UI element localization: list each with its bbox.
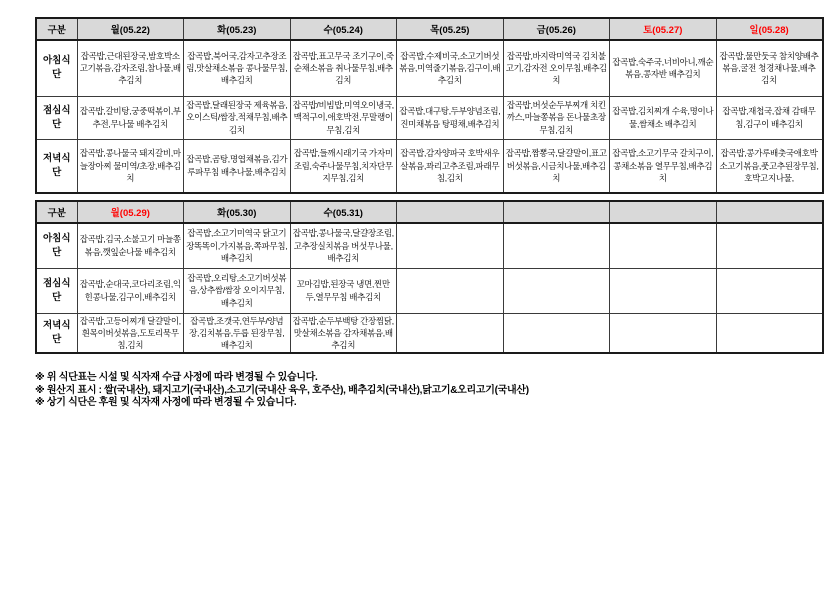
meal-row-label: 아침식단: [36, 223, 77, 268]
header-row: [36, 18, 823, 40]
menu-cell: 잡곡밥,소고기미역국 닭고기장똑똑이,가지볶음,쪽파무침,배추김치: [184, 223, 291, 268]
menu-cell: 잡곡밥,들깨시래기국 가자미조림,숙주나물무침,치자단무지무침,김치: [290, 139, 397, 193]
meal-row: [36, 313, 823, 353]
menu-cell: 잡곡밥,감자양파국 호박새우살볶음,꽈리고추조림,파래무침,김치: [397, 139, 504, 193]
menu-cell: 잡곡밥/비빔밥,미역오이냉국,맥적구이,애호박전,무말랭이무침,김치: [290, 96, 397, 139]
day-header: 월(05.29): [77, 201, 184, 223]
empty-menu-cell: [503, 313, 610, 353]
empty-header: [610, 201, 717, 223]
empty-menu-cell: [610, 313, 717, 353]
menu-cell: 잡곡밥,순두부백탕 간장찜닭,맛살채소볶음 감자채볶음,배추김치: [290, 313, 397, 353]
menu-cell: 잡곡밥,김치찌개 수육,명이나물,쌈채소 배추김치: [610, 96, 717, 139]
day-header: 월(05.22): [77, 18, 184, 40]
menu-cell: 잡곡밥,대구탕,두부양념조림,진미채볶음 탕평채,배추김치: [397, 96, 504, 139]
menu-cell: 잡곡밥,근대된장국,밤호박소고기볶음,감자조림,참나물,배추김치: [77, 40, 184, 96]
meal-row-label: 점심식단: [36, 96, 77, 139]
meal-table-week1: [35, 17, 824, 194]
meal-row-label: 저녁식단: [36, 313, 77, 353]
empty-menu-cell: [503, 268, 610, 313]
menu-cell: 잡곡밥,고등어찌개 달걀말이,흰목이버섯볶음,도토리묵무침,김치: [77, 313, 184, 353]
menu-cell: 잡곡밥,곰탕,명엽채볶음,김가루파무침 배추나물,배추김치: [184, 139, 291, 193]
menu-cell: 잡곡밥,표고무국 조기구이,죽순채소볶음 취나물무침,배추김치: [290, 40, 397, 96]
empty-menu-cell: [716, 223, 823, 268]
day-header: 화(05.30): [184, 201, 291, 223]
menu-cell: 잡곡밥,짬뽕국,달걀말이,표고버섯볶음,시금치나물,배추김치: [503, 139, 610, 193]
empty-header: [397, 201, 504, 223]
day-header: 목(05.25): [397, 18, 504, 40]
meal-row: [36, 139, 823, 193]
empty-header: [716, 201, 823, 223]
meal-row: [36, 96, 823, 139]
footnote-change-notice: ※ 위 식단표는 시설 및 식자재 수급 사정에 따라 변경될 수 있습니다.: [35, 372, 318, 383]
day-header: 화(05.23): [184, 18, 291, 40]
empty-menu-cell: [716, 268, 823, 313]
empty-menu-cell: [610, 268, 717, 313]
empty-menu-cell: [397, 268, 504, 313]
menu-cell: 잡곡밥,순대국,코다리조림,익힌콩나물,김구이,배추김치: [77, 268, 184, 313]
menu-cell: 잡곡밥,소고기무국 갈치구이,콩채소볶음 열무무침,배추김치: [610, 139, 717, 193]
meal-row-label: 점심식단: [36, 268, 77, 313]
menu-cell: 잡곡밥,바지락미역국 김치불고기,감자전 오이무침,배추김치: [503, 40, 610, 96]
header-row: [36, 201, 823, 223]
day-header: 일(05.28): [716, 18, 823, 40]
menu-cell: 잡곡밥,버섯순두부찌개 치킨까스,마늘쫑볶음 돈나물초장무침,김치: [503, 96, 610, 139]
menu-cell: 잡곡밥,물만둣국 참치양배추볶음,굴전 청경채나물,배추김치: [716, 40, 823, 96]
footnote-origin-labeling: ※ 원산지 표시 : 쌀(국내산), 돼지고기(국내산),소고기(국내산 육우, 호주산), 배추김치(국내산),닭고기&오리고기(국내산): [35, 384, 529, 396]
empty-menu-cell: [397, 223, 504, 268]
menu-cell: 잡곡밥,콩나물국 돼지갈비,마늘장아찌 물미역/초장,배추김치: [77, 139, 184, 193]
menu-cell: 잡곡밥,재첩국,잡채 감태무침,김구이 배추김치: [716, 96, 823, 139]
empty-header: [503, 201, 610, 223]
day-header: 금(05.26): [503, 18, 610, 40]
footnote-sponsor-notice: ※ 상기 식단은 후원 및 식자재 사정에 따라 변경될 수 있습니다.: [35, 397, 297, 408]
meal-row: [36, 268, 823, 313]
menu-cell: 잡곡밥,수제비국,소고기버섯볶음,미역줄기볶음,김구이,배추김치: [397, 40, 504, 96]
empty-menu-cell: [503, 223, 610, 268]
meal-row-label: 저녁식단: [36, 139, 77, 193]
day-header: 수(05.24): [290, 18, 397, 40]
menu-cell: 잡곡밥,조갯국,연두부/양념장,김치볶음,두릅 된장무침,배추김치: [184, 313, 291, 353]
menu-cell: 꼬마김밥,된장국 냉면,찐만두,열무무침 배추김치: [290, 268, 397, 313]
day-header: 토(05.27): [610, 18, 717, 40]
category-header: 구분: [36, 18, 77, 40]
menu-cell: 잡곡밥,콩가루배춧국애호박소고기볶음,풋고추된장무침,호박고지나물,: [716, 139, 823, 193]
day-header: 수(05.31): [290, 201, 397, 223]
footnotes: [35, 372, 831, 410]
menu-cell: 잡곡밥,갈비탕,궁중떡볶이,부추전,무나물 배추김치: [77, 96, 184, 139]
empty-menu-cell: [716, 313, 823, 353]
menu-cell: 잡곡밥,달래된장국 제육볶음,오이스틱/쌈장,적채무침,배추김치: [184, 96, 291, 139]
meal-row-label: 아침식단: [36, 40, 77, 96]
category-header: 구분: [36, 201, 77, 223]
menu-cell: 잡곡밥,콩나물국,달걀장조림,고추장실치볶음 버섯무나물,배추김치: [290, 223, 397, 268]
menu-cell: 잡곡밥,오리탕,소고기버섯볶음,상추쌈/쌈장 오이지무침,배추김치: [184, 268, 291, 313]
meal-table-week2: [35, 200, 824, 354]
meal-row: [36, 40, 823, 96]
empty-menu-cell: [397, 313, 504, 353]
menu-cell: 잡곡밥,북어국,감자고추장조림,맛살채소볶음 콩나물무침,배추김치: [184, 40, 291, 96]
menu-cell: 잡곡밥,김국,소불고기 마늘쫑볶음,깻잎순나물 배추김치: [77, 223, 184, 268]
meal-row: [36, 223, 823, 268]
empty-menu-cell: [610, 223, 717, 268]
menu-cell: 잡곡밥,숙주국,너비아니,깨순볶음,콩자반 배추김치: [610, 40, 717, 96]
